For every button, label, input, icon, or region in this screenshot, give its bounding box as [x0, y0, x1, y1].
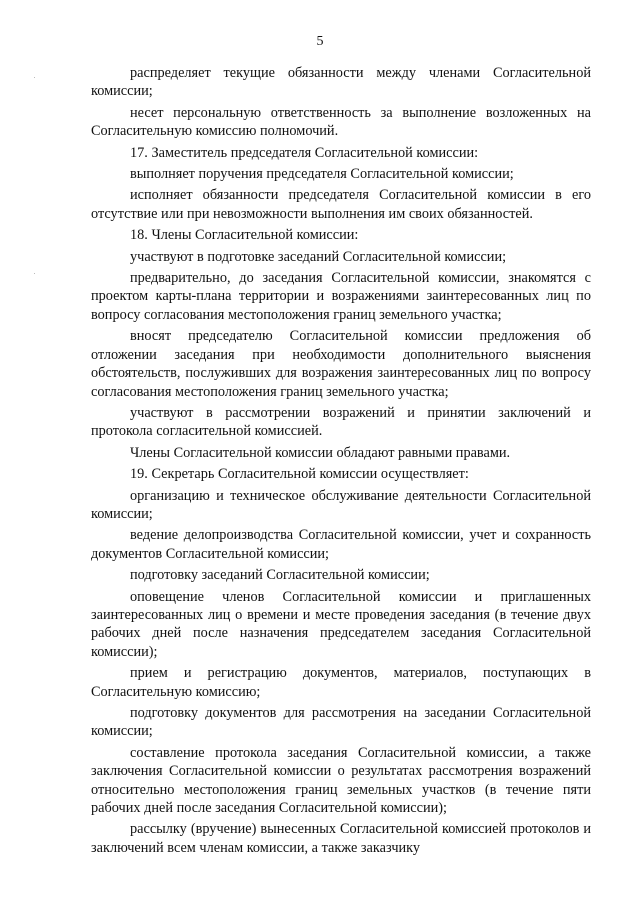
paragraph: подготовку заседаний Согласительной комиссии; — [130, 567, 430, 584]
paragraph: выполняет поручения председателя Согласительной комиссии; — [130, 166, 514, 183]
paragraph: предварительно, до заседания Согласительной комиссии, знакомятся с проектом карты-плана территории и возражениями заинтересованных лиц по вопросу согласования местоположения границ земельного участка; — [91, 270, 591, 323]
paragraph: подготовку документов для рассмотрения на заседании Согласительной комиссии; — [91, 705, 591, 740]
paragraph: вносят председателю Согласительной комиссии предложения об отложении заседания при необходимости дополнительного выяснения обстоятельств, послуживших для возражения заинтересованных лиц по вопросу согласования местоположения границ земельного участка; — [91, 328, 591, 400]
paragraph: прием и регистрацию документов, материалов, поступающих в Согласительную комиссию; — [91, 665, 591, 700]
scan-mark — [34, 273, 35, 274]
paragraph: участвуют в подготовке заседаний Согласительной комиссии; — [130, 248, 507, 265]
paragraph: Члены Согласительной комиссии обладают равными правами. — [130, 444, 511, 461]
paragraph: участвуют в рассмотрении возражений и принятии заключений и протокола согласительной комиссией. — [91, 404, 591, 440]
page-number: 5 — [316, 34, 324, 49]
paragraph: ведение делопроизводства Согласительной комиссии, учет и сохранность документов Согласительной комиссии; — [91, 527, 591, 562]
paragraph: исполняет обязанности председателя Согласительной комиссии в его отсутствие или при невозможности выполнения им своих обязанностей. — [91, 187, 591, 222]
paragraph: организацию и техническое обслуживание деятельности Согласительной комиссии; — [91, 487, 591, 522]
paragraph: рассылку (вручение) вынесенных Согласительной комиссией протоколов и заключений всем членам комиссии, а также заказчику — [91, 821, 591, 856]
document-body — [91, 64, 591, 860]
paragraph: оповещение членов Согласительной комиссии и приглашенных заинтересованных лиц о времени и месте проведения заседания (в течение двух рабочих дней после назначения председателем заседания Согласительной комиссии); — [91, 588, 591, 660]
section-heading: 19. Секретарь Согласительной комиссии осуществляет: — [130, 466, 469, 483]
scan-mark — [34, 77, 35, 78]
paragraph: распределяет текущие обязанности между членами Согласительной комиссии; — [91, 65, 591, 100]
section-heading: 17. Заместитель председателя Согласительной комиссии: — [130, 144, 479, 161]
section-heading: 18. Члены Согласительной комиссии: — [130, 227, 359, 244]
paragraph: несет персональную ответственность за выполнение возложенных на Согласительную комиссию полномочий. — [91, 104, 591, 140]
paragraph: составление протокола заседания Согласительной комиссии, а также заключения Согласительной комиссии о результатах рассмотрения возражений относительно местоположения границ земельных участков (в течение пяти рабочих дней после заседания Согласительной комиссии); — [91, 744, 591, 817]
